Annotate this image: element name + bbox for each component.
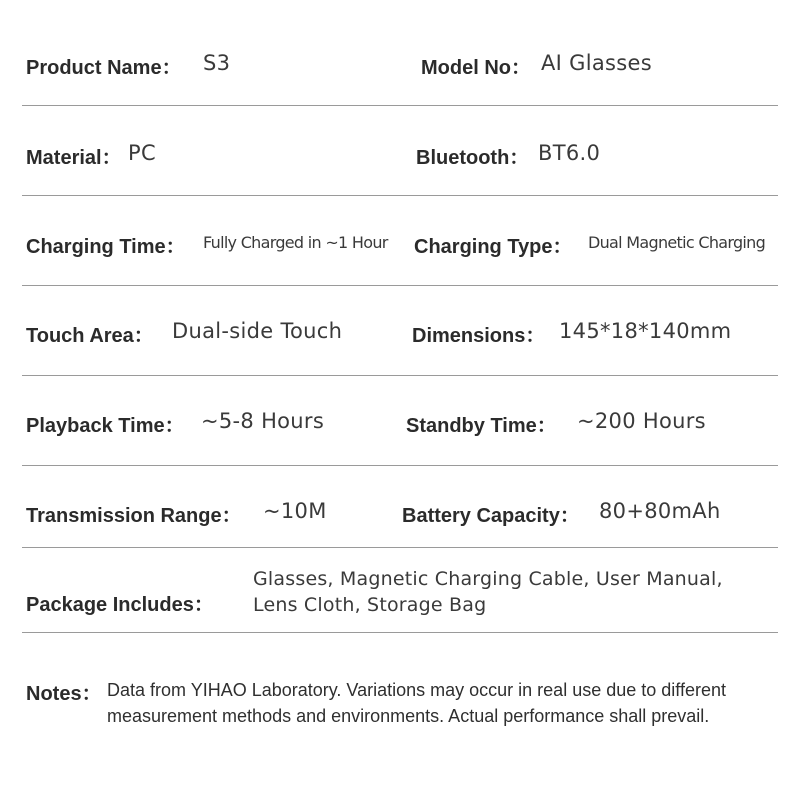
row-divider [22, 375, 778, 376]
model-no-label: Model No： [421, 57, 531, 79]
transmission-range-value: ~10M [263, 499, 327, 523]
playback-time-label: Playback Time： [26, 415, 185, 437]
package-line-1: Glasses, Magnetic Charging Cable, User Manual, [253, 568, 723, 590]
transmission-range-label: Transmission Range： [26, 505, 242, 527]
standby-time-value: ~200 Hours [577, 409, 706, 433]
charging-time-label: Charging Time： [26, 236, 186, 258]
touch-area-label: Touch Area： [26, 325, 154, 347]
product-name-value: S3 [203, 51, 231, 75]
material-label: Material： [26, 147, 122, 169]
package-line-2: Lens Cloth, Storage Bag [253, 594, 487, 616]
row-divider [22, 105, 778, 106]
charging-type-label: Charging Type： [414, 236, 573, 258]
row-divider [22, 195, 778, 196]
product-name-label: Product Name： [26, 57, 182, 79]
playback-time-value: ~5-8 Hours [201, 409, 325, 433]
row-divider [22, 285, 778, 286]
touch-area-value: Dual-side Touch [172, 319, 343, 343]
standby-time-label: Standby Time： [406, 415, 557, 437]
notes-label: Notes： [26, 683, 102, 705]
bluetooth-label: Bluetooth： [416, 147, 530, 169]
dimensions-label: Dimensions： [412, 325, 546, 347]
dimensions-value: 145*18*140mm [559, 319, 732, 343]
battery-capacity-value: 80+80mAh [599, 499, 721, 523]
charging-type-value: Dual Magnetic Charging [588, 233, 766, 252]
package-includes-value [253, 566, 723, 618]
row-divider [22, 632, 778, 633]
row-divider [22, 465, 778, 466]
notes-text: Data from YIHAO Laboratory. Variations may occur in real use due to different measurement methods and environments. Actual performance shall prevail. [107, 680, 726, 726]
material-value: PC [128, 141, 156, 165]
charging-time-value: Fully Charged in ~1 Hour [203, 233, 388, 252]
row-divider [22, 547, 778, 548]
bluetooth-value: BT6.0 [538, 141, 601, 165]
battery-capacity-label: Battery Capacity： [402, 505, 580, 527]
model-no-value: AI Glasses [541, 51, 652, 75]
package-includes-label: Package Includes： [26, 594, 214, 616]
